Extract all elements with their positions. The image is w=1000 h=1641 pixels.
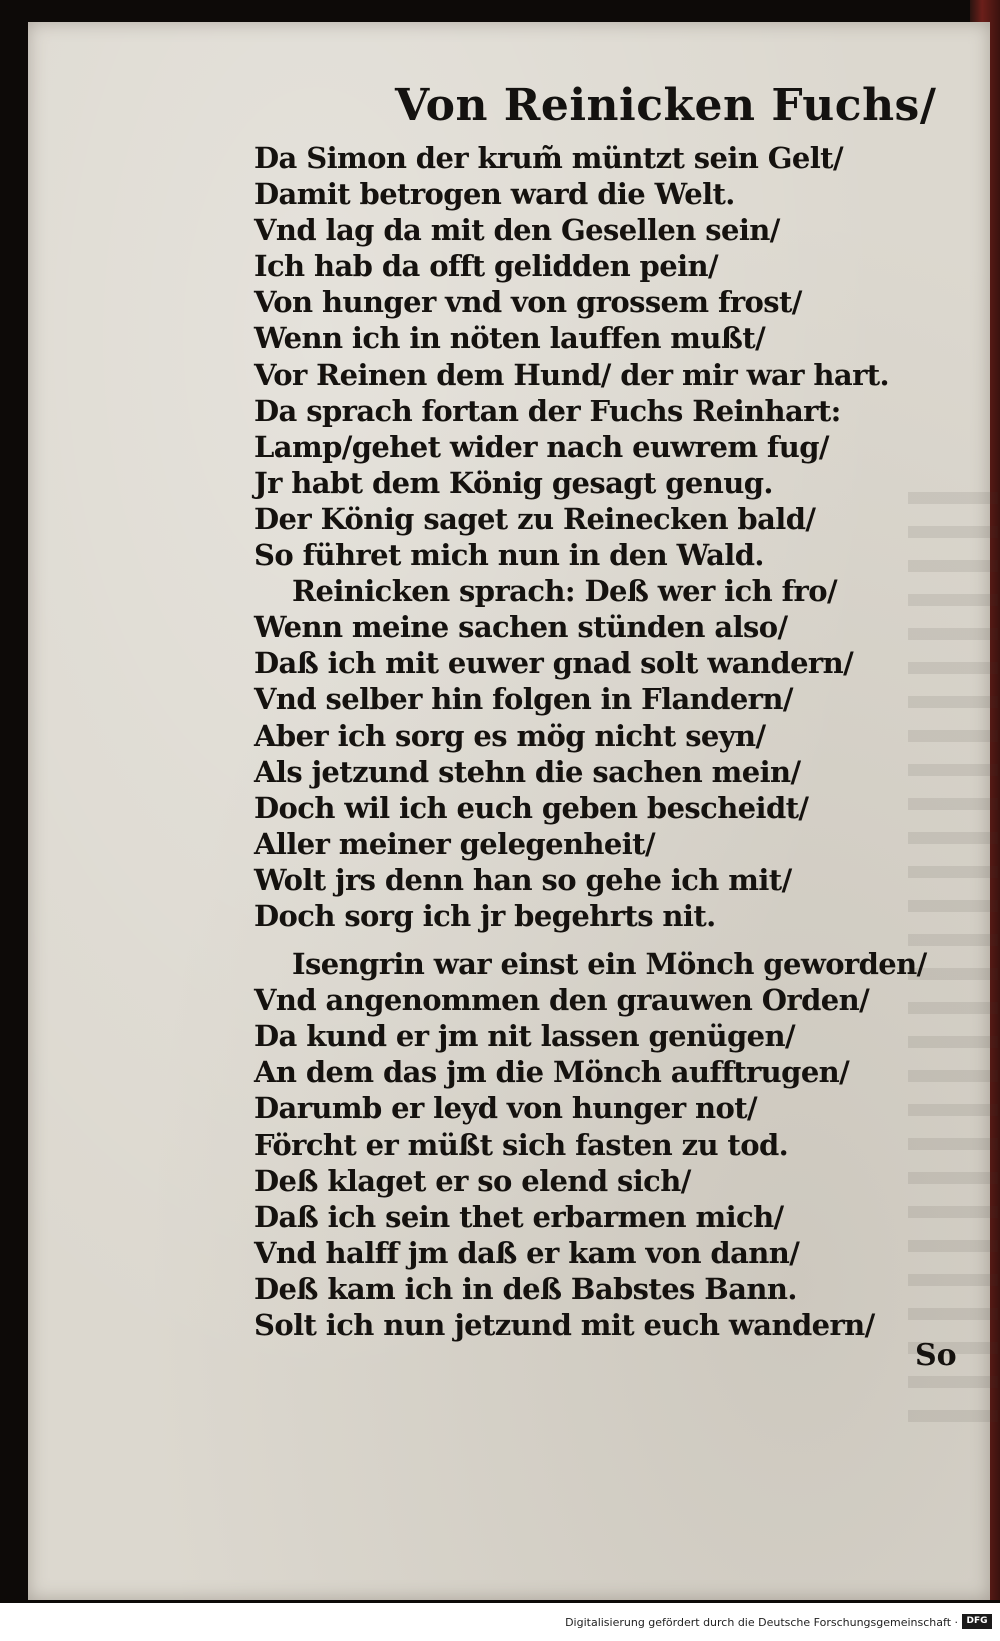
verse-line: Vor Reinen dem Hund/ der mir war hart. xyxy=(254,357,890,392)
funding-notice: Digitalisierung gefördert durch die Deutsche Forschungsgemeinschaft · xyxy=(565,1616,958,1629)
verse-line: Wenn meine sachen stünden also/ xyxy=(254,610,788,645)
verse-line: Reinicken sprach: Deß wer ich fro/ xyxy=(292,574,837,609)
verse-line: Jr habt dem König gesagt genug. xyxy=(254,465,773,500)
catchword: So xyxy=(915,1338,957,1373)
verse-line: An dem das jm die Mönch aufftrugen/ xyxy=(254,1055,850,1090)
verse-line: Solt ich nun jetzund mit euch wandern/ xyxy=(254,1308,875,1342)
verse-line: So führet mich nun in den Wald. xyxy=(254,538,764,573)
verse-line: Wolt jrs denn han so gehe ich mit/ xyxy=(254,862,792,897)
verse-line: Isengrin war einst ein Mönch geworden/ xyxy=(292,947,927,982)
verse-line: Vnd selber hin folgen in Flandern/ xyxy=(254,682,793,717)
dfg-logo: DFG xyxy=(962,1614,992,1629)
verse-line: Der König saget zu Reinecken bald/ xyxy=(254,501,816,536)
verse-text xyxy=(254,140,927,1343)
verse-line: Als jetzund stehn die sachen mein/ xyxy=(254,754,801,789)
verse-line: Lamp/gehet wider nach euwrem fug/ xyxy=(254,429,829,464)
verse-line: Vnd lag da mit den Gesellen sein/ xyxy=(254,213,780,248)
verse-line: Doch sorg ich jr begehrts nit. xyxy=(254,898,716,933)
verse-line: Von hunger vnd von grossem frost/ xyxy=(254,285,802,320)
verse-line: Da kund er jm nit lassen genügen/ xyxy=(254,1019,795,1054)
digitization-footer xyxy=(0,1603,1000,1641)
verse-line: Wenn ich in nöten lauffen mußt/ xyxy=(254,321,766,356)
verse-line: Daß ich sein thet erbarmen mich/ xyxy=(254,1199,784,1234)
verse-line: Förcht er müßt sich fasten zu tod. xyxy=(254,1127,789,1162)
verse-line: Da sprach fortan der Fuchs Reinhart: xyxy=(254,393,841,428)
verse-line: Deß kam ich in deß Babstes Bann. xyxy=(254,1271,797,1306)
verse-line: Damit betrogen ward die Welt. xyxy=(254,177,735,212)
running-head: Von Reinicken Fuchs/ xyxy=(395,80,937,131)
verse-line: Daß ich mit euwer gnad solt wandern/ xyxy=(254,646,854,681)
verse-line: Ich hab da offt gelidden pein/ xyxy=(254,249,718,284)
verse-line: Da Simon der krum̃ müntzt sein Gelt/ xyxy=(254,141,843,175)
verse-line: Aber ich sorg es mög nicht seyn/ xyxy=(254,718,766,753)
verse-line: Darumb er leyd von hunger not/ xyxy=(254,1091,758,1126)
verse-line: Doch wil ich euch geben bescheidt/ xyxy=(254,790,809,825)
verse-line: Vnd halff jm daß er kam von dann/ xyxy=(254,1235,800,1270)
verse-line: Deß klaget er so elend sich/ xyxy=(254,1163,691,1198)
verse-line: Aller meiner gelegenheit/ xyxy=(254,826,655,861)
verse-line: Vnd angenommen den grauwen Orden/ xyxy=(254,983,870,1018)
